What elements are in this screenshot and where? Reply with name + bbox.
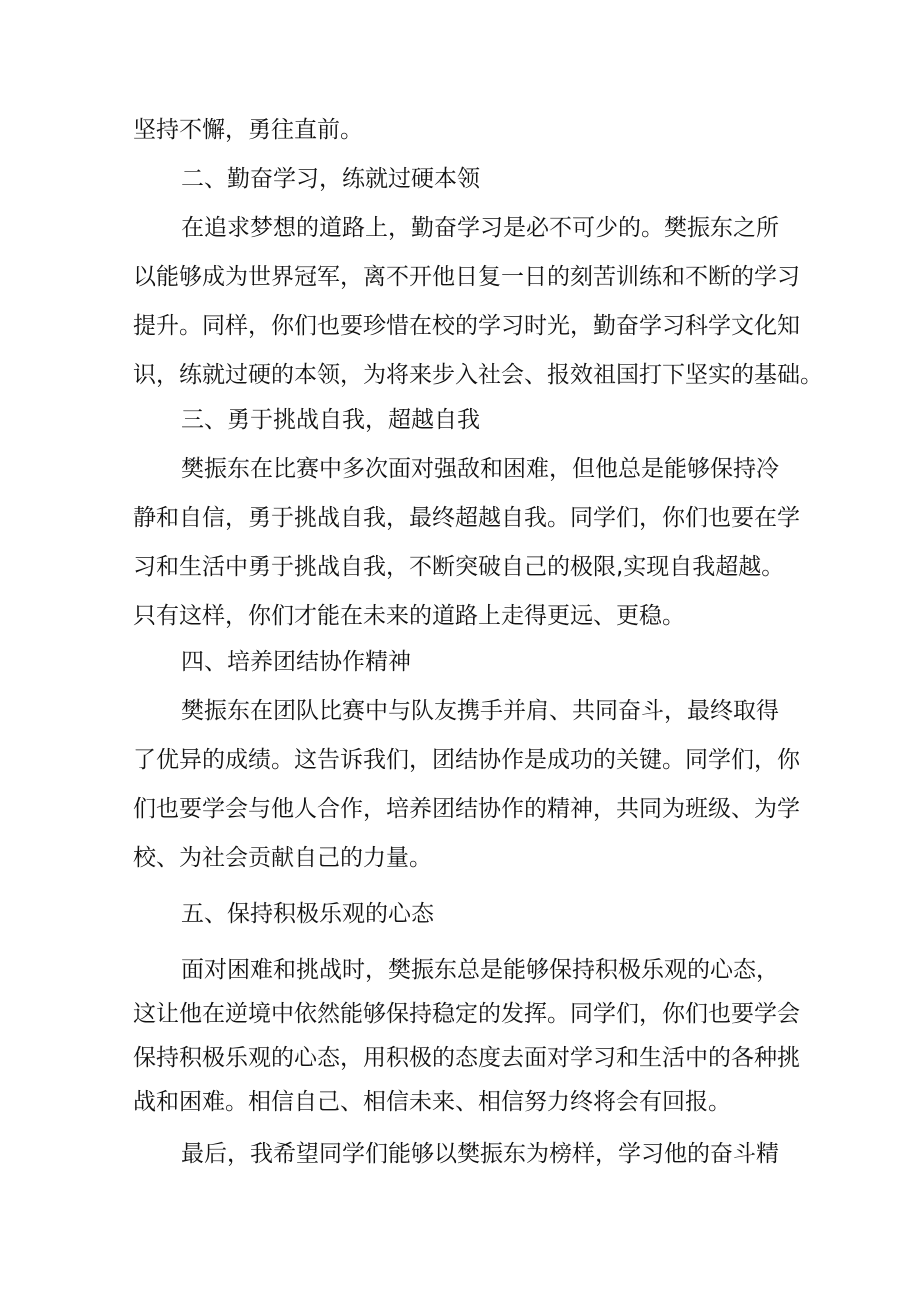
paragraph-line: 这让他在逆境中依然能够保持稳定的发挥。同学们，你们也要学会 (133, 1001, 800, 1027)
paragraph-line: 识，练就过硬的本领，为将来步入社会、报效祖国打下坚实的基础。 (133, 362, 823, 388)
section-heading-2: 二、勤奋学习，练就过硬本领 (181, 166, 480, 192)
paragraph-line: 保持积极乐观的心态，用积极的态度去面对学习和生活中的各种挑 (133, 1045, 800, 1071)
paragraph-line: 樊振东在团队比赛中与队友携手并肩、共同奋斗，最终取得 (181, 698, 779, 724)
paragraph-line: 坚持不懈，勇往直前。 (133, 117, 363, 143)
paragraph-line: 最后，我希望同学们能够以樊振东为榜样，学习他的奋斗精 (181, 1141, 779, 1167)
section-heading-5: 五、保持积极乐观的心态 (181, 901, 434, 927)
paragraph-line: 校、为社会贡献自己的力量。 (133, 845, 432, 871)
section-heading-4: 四、培养团结协作精神 (181, 649, 411, 675)
paragraph-line: 们也要学会与他人合作，培养团结协作的精神，共同为班级、为学 (133, 796, 800, 822)
paragraph-line: 以能够成为世界冠军，离不开他日复一日的刻苦训练和不断的学习 (133, 264, 800, 290)
paragraph-line: 战和困难。相信自己、相信未来、相信努力终将会有回报。 (133, 1089, 731, 1115)
section-heading-3: 三、勇于挑战自我，超越自我 (181, 407, 480, 433)
paragraph-line: 提升。同样，你们也要珍惜在校的学习时光，勤奋学习科学文化知 (133, 313, 800, 339)
paragraph-line: 在追求梦想的道路上，勤奋学习是必不可少的。樊振东之所 (181, 215, 779, 241)
paragraph-line: 习和生活中勇于挑战自我，不断突破自己的极限,实现自我超越。 (133, 554, 785, 580)
paragraph-line: 了优异的成绩。这告诉我们，团结协作是成功的关键。同学们，你 (133, 747, 800, 773)
paragraph-line: 只有这样，你们才能在未来的道路上走得更远、更稳。 (133, 603, 685, 629)
paragraph-line: 面对困难和挑战时，樊振东总是能够保持积极乐观的心态， (181, 957, 779, 983)
paragraph-line: 静和自信，勇于挑战自我，最终超越自我。同学们，你们也要在学 (133, 505, 800, 531)
paragraph-line: 樊振东在比赛中多次面对强敌和困难，但他总是能够保持冷 (181, 456, 779, 482)
